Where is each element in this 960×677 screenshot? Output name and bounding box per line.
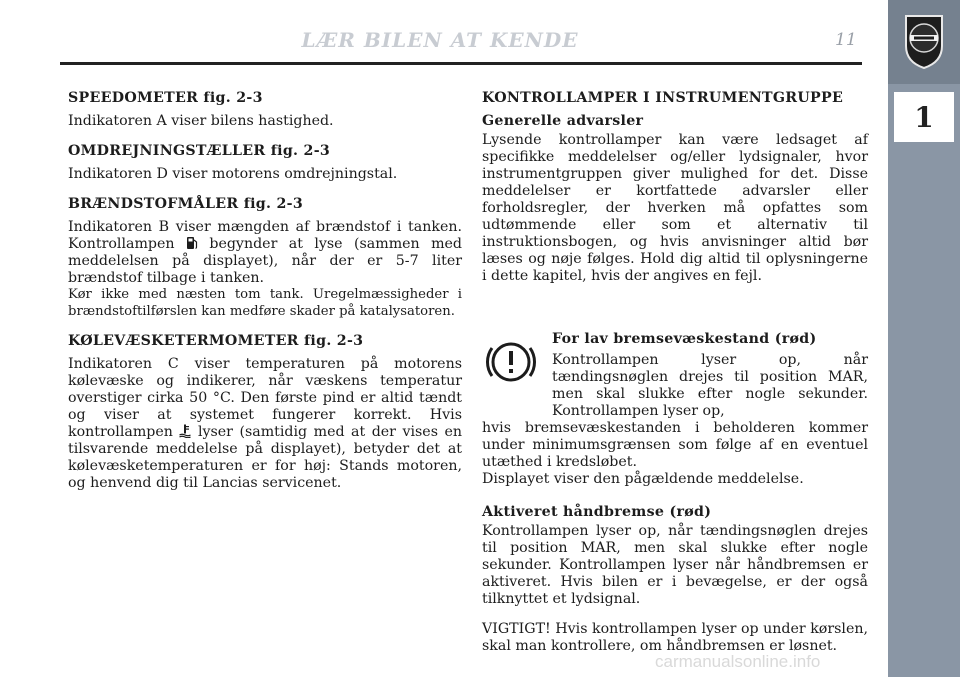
fuel-gauge-text-1: Indikatoren B viser mængden af brændstof i tanken. Kontrollampen bbox=[68, 219, 462, 252]
lancia-logo-icon bbox=[902, 12, 946, 70]
brake-fluid-heading: For lav bremsevæskestand (rød) bbox=[552, 331, 817, 347]
coolant-text bbox=[68, 356, 462, 492]
coolant-section bbox=[68, 333, 462, 492]
brake-warning-icon bbox=[482, 333, 540, 391]
fuel-gauge-text bbox=[68, 219, 462, 287]
speedometer-heading: SPEEDOMETER fig. 2-3 bbox=[68, 90, 263, 106]
fuel-gauge-note: Kør ikke med næsten tom tank. Uregelmæssigheder i brændstoftilførslen kan medføre skader på katalysatoren. bbox=[68, 287, 462, 319]
handbrake-section bbox=[482, 504, 868, 655]
tachometer-heading: OMDREJNINGSTÆLLER fig. 2-3 bbox=[68, 143, 331, 159]
coolant-text-1: Indikatoren C viser temperaturen på motorens kølevæske og indikerer, når væskens temperatur overstiger cirka 50 °C. Den første pind er altid tændt og viser at systemet fungerer korrekt. Hvis kontrollampen bbox=[68, 356, 462, 440]
brake-fluid-display-text: Displayet viser den pågældende meddelelse. bbox=[482, 471, 804, 487]
right-column bbox=[482, 90, 868, 668]
coolant-text-2: lyser (samtidig med at der vises en tilsvarende meddelelse på displayet), betyder det at kølevæsketemperaturen er for høj: Stands motoren, og henvend dig til Lancias servicenet. bbox=[68, 424, 463, 491]
fuel-gauge-heading: BRÆNDSTOFMÅLER fig. 2-3 bbox=[68, 196, 304, 212]
fuel-pump-icon bbox=[186, 236, 198, 250]
handbrake-important: VIGTIGT! Hvis kontrollampen lyser op under kørslen, skal man kontrollere, om håndbremsen er løsnet. bbox=[482, 621, 868, 654]
chapter-number: 1 bbox=[894, 92, 954, 142]
warning-lights-heading: KONTROLLAMPER I INSTRUMENTGRUPPE bbox=[482, 90, 844, 106]
fuel-gauge-section bbox=[68, 196, 462, 320]
tachometer-section bbox=[68, 143, 462, 183]
header-rule bbox=[60, 62, 862, 65]
general-warnings-heading: Generelle advarsler bbox=[482, 113, 644, 129]
left-column bbox=[68, 90, 462, 505]
coolant-heading: KØLEVÆSKETERMOMETER fig. 2-3 bbox=[68, 333, 364, 349]
watermark: carmanualsonline.info bbox=[655, 652, 821, 671]
handbrake-heading: Aktiveret håndbremse (rød) bbox=[482, 504, 712, 520]
page-number: 11 bbox=[835, 30, 857, 50]
fuel-gauge-text-2: begynder at lyse (sammen med meddelelsen på displayet), når der er 5-7 liter brændstof tilbage i tanken. bbox=[68, 236, 463, 286]
brake-fluid-section bbox=[482, 331, 868, 488]
general-warnings-text: Lysende kontrollamper kan være ledsaget af specifikke meddelelser og/eller lydsignaler, hvor instrumentgruppen giver mulighed for det. Disse meddelelser er kortfattede advarsler eller forholdsregler, der hverken må opfattes som udtømmende eller som et alternativ til instruktionsbogen, og hvis anvisninger altid bør læses og nøje følges. Hold dig altid til oplysningerne i dette kapitel, hvis der angives en fejl. bbox=[482, 132, 868, 284]
tachometer-text: Indikatoren D viser motorens omdrejningstal. bbox=[68, 166, 398, 182]
page-header-title: LÆR BILEN AT KENDE bbox=[301, 28, 579, 52]
brake-fluid-text-rest: hvis bremsevæskestanden i beholderen kommer under minimumsgrænsen som følge af en eventuel utæthed i kredsløbet. bbox=[482, 420, 868, 470]
handbrake-text: Kontrollampen lyser op, når tændingsnøglen drejes til position MAR, men skal slukke efter nogle sekunder. Kontrollampen lyser når håndbremsen er aktiveret. Hvis bilen er i bevægelse, er der også tilknyttet et lydsignal. bbox=[482, 523, 868, 607]
brake-fluid-text-indented: Kontrollampen lyser op, når tændingsnøglen drejes til position MAR, men skal slukke efter nogle sekunder. Kontrollampen lyser op, bbox=[552, 352, 868, 419]
chapter-side-tab bbox=[888, 0, 960, 677]
logo-panel bbox=[888, 0, 960, 84]
coolant-temperature-icon bbox=[179, 424, 191, 438]
speedometer-section bbox=[68, 90, 462, 130]
speedometer-text: Indikatoren A viser bilens hastighed. bbox=[68, 113, 334, 129]
